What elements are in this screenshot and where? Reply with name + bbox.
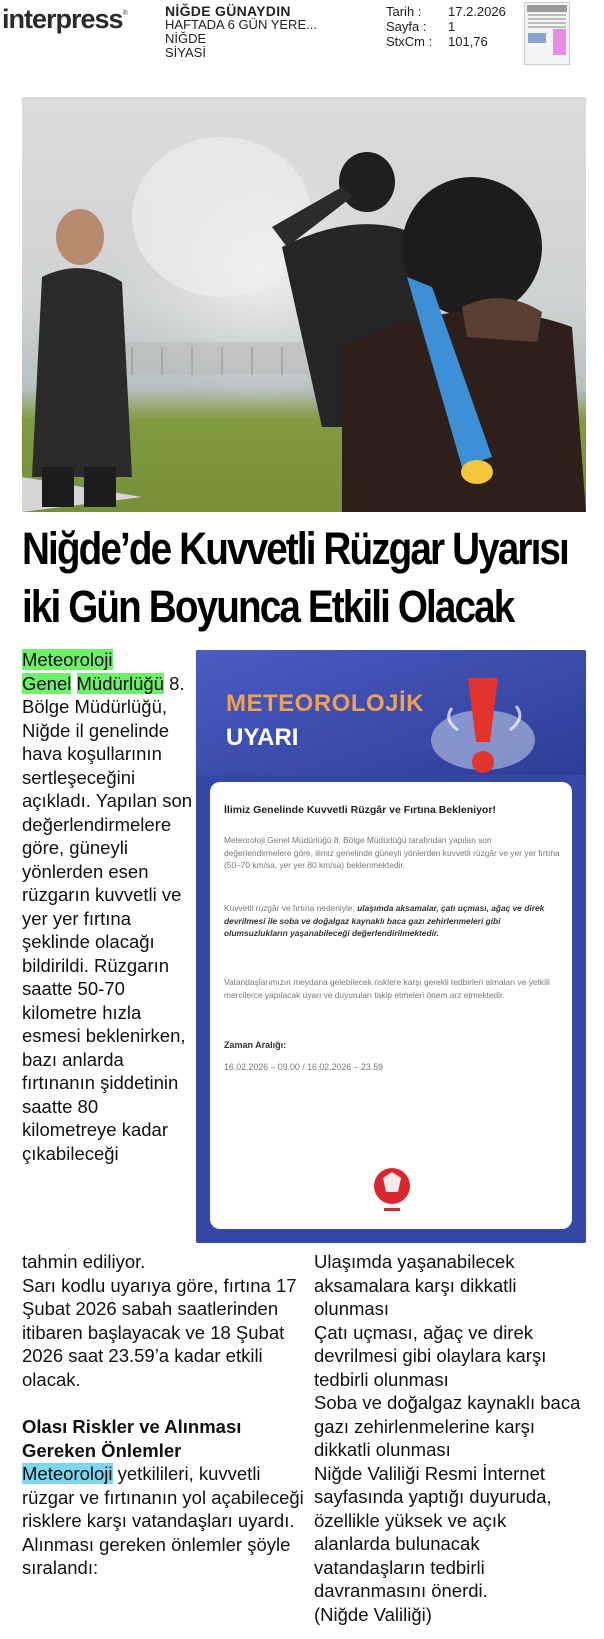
warning-paragraph [22, 1462, 304, 1580]
governor-advice: Niğde Valiliği Resmi İnternet sayfasında yaptığı duyuruda, özellikle yüksek ve açık alanlarda bulunacak vatandaşların tedbirli davranmasını önerdi. [314, 1462, 552, 1601]
infographic-paragraph [224, 902, 560, 940]
headline-line-1: Niğde’de Kuvvetli Rüzgar Uyarısı [22, 523, 568, 574]
highlight-term: Meteoroloji [22, 649, 113, 670]
page-label: Sayfa : [386, 19, 427, 34]
time-range-value: 16.02.2026 – 09.00 / 16.02.2026 – 23.59 [224, 1062, 383, 1072]
highlight-term: Müdürlüğü [76, 672, 164, 694]
logo-text: interpress [2, 4, 123, 34]
infographic-paragraph-text: Kuvvetli rüzgâr ve fırtına nedeniyle, [224, 903, 358, 913]
infographic-card [210, 782, 572, 1229]
clipping-meta [165, 4, 317, 60]
interpress-logo [2, 4, 127, 35]
section-subheading: Olası Riskler ve Alınması Gereken Önlemler [22, 1416, 242, 1461]
risk-item: Çatı uçması, ağaç ve direk devrilmesi gibi olaylara karşı tedbirli olunması [314, 1321, 547, 1390]
time-range-heading: Zaman Aralığı: [224, 1040, 287, 1050]
headline [22, 520, 568, 636]
headline-line-2: iki Gün Boyunca Etkili Olacak [22, 581, 514, 632]
page-value: 1 [448, 19, 456, 34]
infographic-subtitle: UYARI [226, 724, 299, 751]
lead-paragraph [22, 648, 194, 1165]
source-credit: (Niğde Valiliği) [314, 1603, 432, 1625]
article-column-right [314, 1250, 586, 1626]
stxcm-value: 101,76 [448, 34, 488, 49]
date-label: Tarih : [386, 4, 422, 19]
infographic-paragraph-bold: ulaşımda aksamalar, çatı uçması, ağaç ve direk devrilmesi ile soba ve doğalgaz kaynaklı baca gazı zehirlenmeleri gibi olumsuzlukların yaşanabileceği değerlendirilmektedir. [224, 903, 545, 938]
infographic-heading: İlimiz Genelinde Kuvvetli Rüzgâr ve Fırtına Bekleniyor! [224, 804, 496, 816]
section-label: SİYASİ [165, 45, 206, 60]
lead-text: 8. Bölge Müdürlüğü, Niğde il genelinde hava koşullarının sertleşeceğini açıkladı. Yapılan son değerlendirmelere göre, güneyli yönlerden esen rüzgarın kuvvetli ve yer yer fırtına şeklinde olacağı bildirildi. Rüzgarın saatte 50-70 kilometre hızla esmesi beklenirken, bazı anlarda fırtınanın şiddetinin saatte 80 kilometreye kadar çıkabileceği [22, 672, 193, 1164]
lead-paragraph-end: tahmin ediliyor. [22, 1251, 146, 1272]
registered-mark: ® [122, 10, 127, 17]
publication-name: NİĞDE GÜNAYDIN [165, 3, 291, 19]
timing-paragraph: Sarı kodlu uyarıya göre, fırtına 17 Şubat 2026 sabah saatlerinden itibaren başlayacak ve 18 Şubat 2026 saat 23.59’a kadar etkili olacak. [22, 1274, 297, 1390]
warning-text: yetkilileri, kuvvetli rüzgar ve fırtınanın yol açabileceği risklere karşı vatandaşları uyardı. Alınması gereken önlemler şöyle sıralandı: [22, 1463, 304, 1578]
article-column-narrow [22, 648, 194, 1165]
highlight-term: Genel [22, 672, 72, 694]
weather-warning-infographic [196, 650, 586, 1243]
page-thumbnail [524, 2, 570, 65]
clipping-details [386, 4, 506, 49]
exclamation-icon [428, 670, 538, 788]
storm-photo-illustration [22, 97, 586, 512]
infographic-paragraph: Vatandaşlarımızın meydana gelebilecek risklere karşı gerekli tedbirleri almaları ve yetkili mercilerce yapılacak uyarı ve duyuruları takip etmeleri önem arz etmektedir. [224, 977, 550, 1000]
city-label: NİĞDE [165, 31, 207, 46]
risk-item: Ulaşımda yaşanabilecek aksamalara karşı dikkatli olunması [314, 1251, 517, 1319]
article-short-title: HAFTADA 6 GÜN YERE... [165, 17, 317, 32]
infographic-paragraph: Meteoroloji Genel Müdürlüğü 8. Bölge Müdürlüğü tarafından yapılan son değerlendirmelere göre, ilimiz genelinde güneyli yönlerden kuvvetli rüzgâr ve yer yer fırtına (50–70 km/sa, yer yer 80 km/sa) beklenmektedir. [224, 835, 560, 870]
date-value: 17.2.2026 [448, 4, 506, 19]
stxcm-label: StxCm : [386, 34, 433, 49]
infographic-title: METEOROLOJİK [226, 690, 425, 717]
governorship-seal-icon [370, 1166, 414, 1218]
highlight-term: Meteoroloji [22, 1463, 113, 1484]
risk-item: Soba ve doğalgaz kaynaklı baca gazı zehirlenmelerine karşı dikkatli olunması [314, 1392, 581, 1460]
article-column-left [22, 1250, 304, 1580]
storm-photo [22, 97, 586, 512]
